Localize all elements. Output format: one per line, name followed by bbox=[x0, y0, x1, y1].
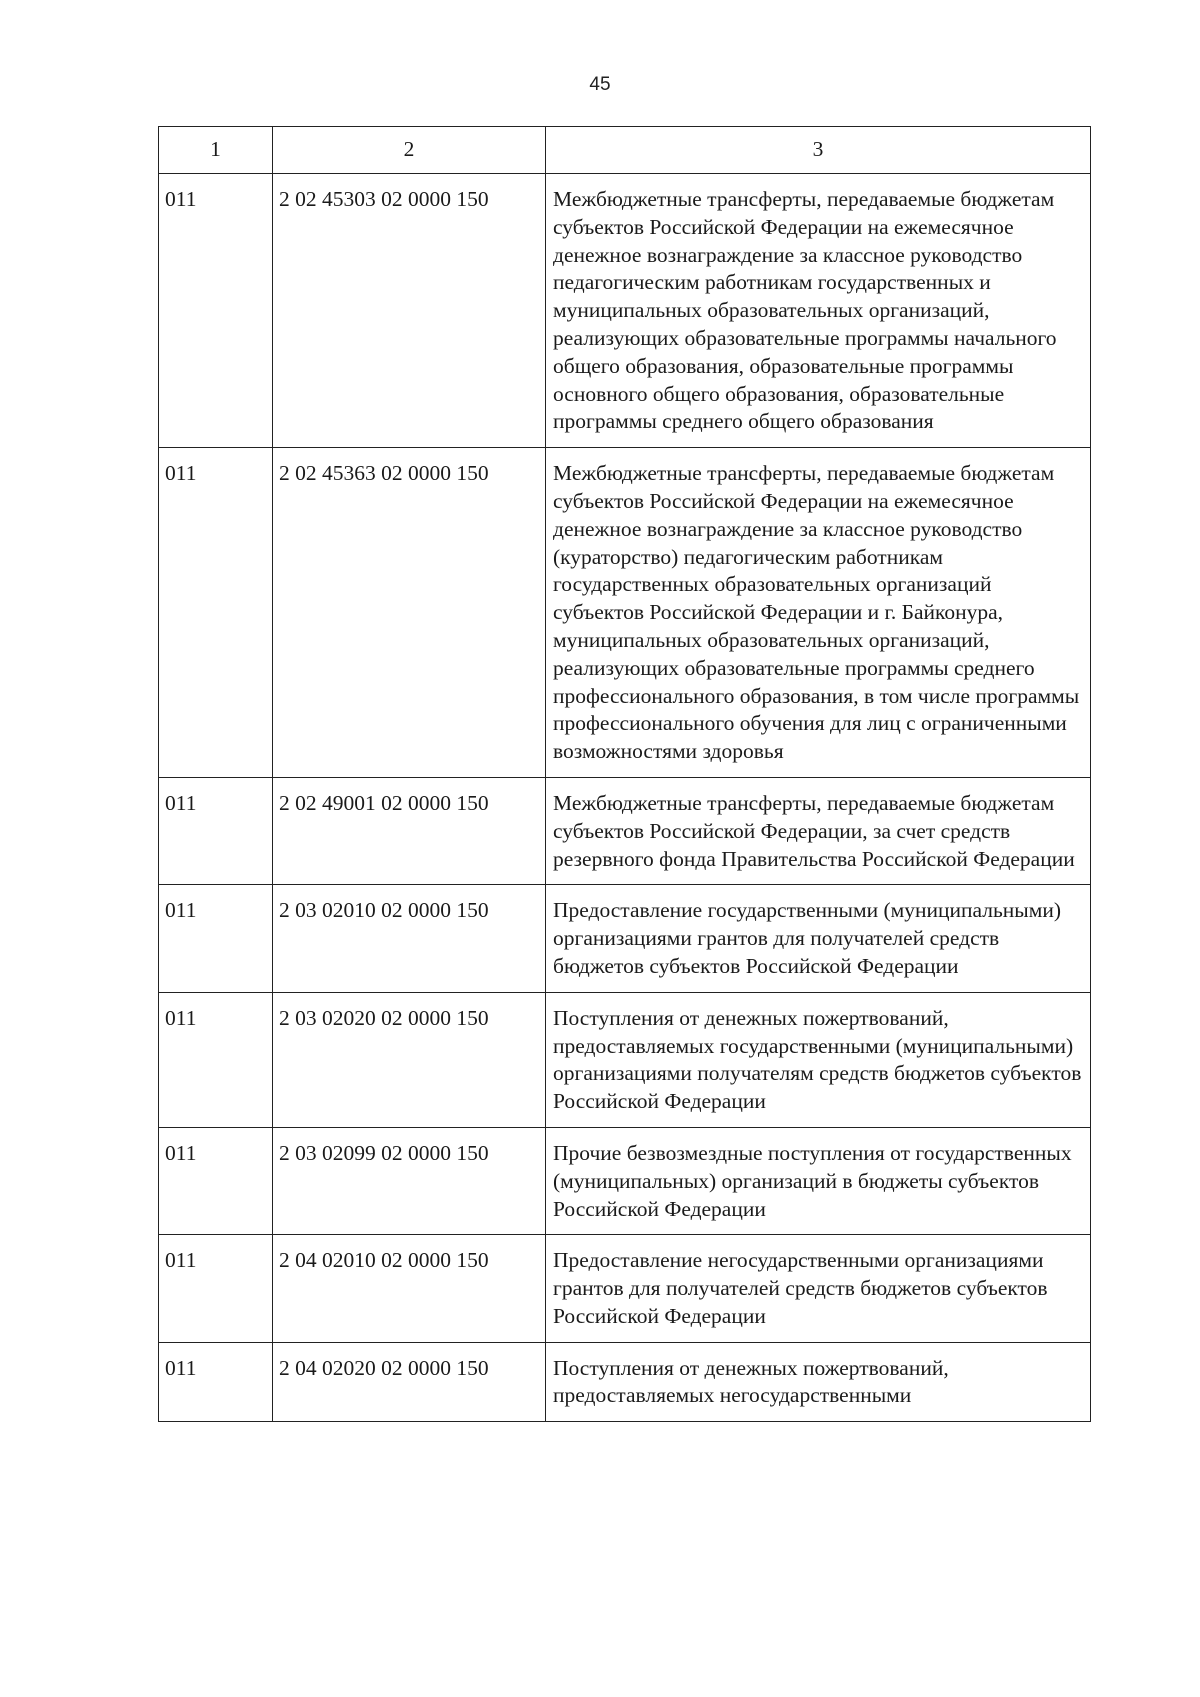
description-cell: Межбюджетные трансферты, передаваемые бюджетам субъектов Российской Федерации на ежемесячное денежное вознаграждение за классное руководство педагогическим работникам государственных и муниципальных образовательных организаций, реализующих образовательные программы начального общего образования, образовательные программы основного общего образования, образовательные программы среднего общего образования bbox=[546, 174, 1091, 448]
budget-code-cell: 2 03 02099 02 0000 150 bbox=[273, 1127, 546, 1234]
admin-code-cell: 011 bbox=[159, 1127, 273, 1234]
budget-code-cell: 2 04 02020 02 0000 150 bbox=[273, 1342, 546, 1422]
table-header-row bbox=[159, 127, 1091, 174]
budget-code-cell: 2 02 45363 02 0000 150 bbox=[273, 448, 546, 778]
admin-code-cell: 011 bbox=[159, 1235, 273, 1342]
budget-code-cell: 2 02 49001 02 0000 150 bbox=[273, 777, 546, 884]
page-number: 45 bbox=[589, 74, 611, 95]
description-cell: Прочие безвозмездные поступления от государственных (муниципальных) организаций в бюджеты субъектов Российской Федерации bbox=[546, 1127, 1091, 1234]
description-cell: Поступления от денежных пожертвований, предоставляемых негосударственными bbox=[546, 1342, 1091, 1422]
admin-code-cell: 011 bbox=[159, 448, 273, 778]
budget-code-cell: 2 03 02010 02 0000 150 bbox=[273, 885, 546, 992]
description-cell: Предоставление негосударственными организациями грантов для получателей средств бюджетов субъектов Российской Федерации bbox=[546, 1235, 1091, 1342]
table-row bbox=[159, 1342, 1091, 1422]
admin-code-cell: 011 bbox=[159, 885, 273, 992]
budget-code-cell: 2 02 45303 02 0000 150 bbox=[273, 174, 546, 448]
column-header-3: 3 bbox=[546, 127, 1091, 174]
table-row bbox=[159, 448, 1091, 778]
budget-codes-table bbox=[158, 126, 1091, 1422]
description-cell: Поступления от денежных пожертвований, предоставляемых государственными (муниципальными) организациями получателям средств бюджетов субъектов Российской Федерации bbox=[546, 992, 1091, 1127]
table-row bbox=[159, 1235, 1091, 1342]
column-header-1: 1 bbox=[159, 127, 273, 174]
description-cell: Предоставление государственными (муниципальными) организациями грантов для получателей средств бюджетов субъектов Российской Федерации bbox=[546, 885, 1091, 992]
table-row bbox=[159, 992, 1091, 1127]
budget-code-cell: 2 03 02020 02 0000 150 bbox=[273, 992, 546, 1127]
table-row bbox=[159, 174, 1091, 448]
description-cell: Межбюджетные трансферты, передаваемые бюджетам субъектов Российской Федерации, за счет средств резервного фонда Правительства Российской Федерации bbox=[546, 777, 1091, 884]
table-row bbox=[159, 885, 1091, 992]
admin-code-cell: 011 bbox=[159, 777, 273, 884]
admin-code-cell: 011 bbox=[159, 174, 273, 448]
admin-code-cell: 011 bbox=[159, 992, 273, 1127]
description-cell: Межбюджетные трансферты, передаваемые бюджетам субъектов Российской Федерации на ежемесячное денежное вознаграждение за классное руководство (кураторство) педагогическим работникам государственных образовательных организаций субъектов Российской Федерации и г. Байконура, муниципальных образовательных организаций, реализующих образовательные программы среднего профессионального образования, в том числе программы профессионального обучения для лиц с ограниченными возможностями здоровья bbox=[546, 448, 1091, 778]
admin-code-cell: 011 bbox=[159, 1342, 273, 1422]
column-header-2: 2 bbox=[273, 127, 546, 174]
budget-code-cell: 2 04 02010 02 0000 150 bbox=[273, 1235, 546, 1342]
table-row bbox=[159, 1127, 1091, 1234]
table-row bbox=[159, 777, 1091, 884]
